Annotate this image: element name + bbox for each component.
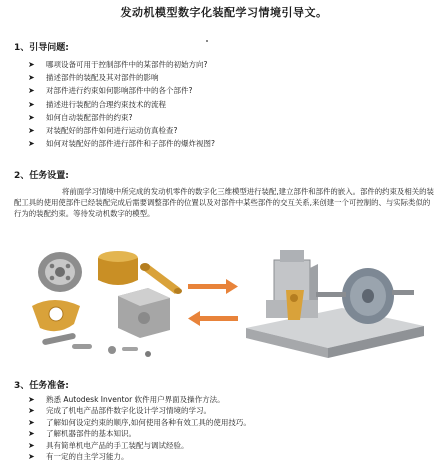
section-heading-task-setting: 2、任务设置: <box>14 171 69 181</box>
arrowhead-bullet-icon: ➤ <box>28 73 35 83</box>
decorative-dot <box>206 40 208 42</box>
arrowhead-bullet-icon: ➤ <box>28 406 35 416</box>
arrow-left-icon <box>188 311 238 326</box>
arrowhead-bullet-icon: ➤ <box>28 417 35 427</box>
arrowhead-bullet-icon: ➤ <box>28 112 35 122</box>
arrowhead-bullet-icon: ➤ <box>28 60 35 69</box>
list-item: ➤ 具有简单机电产品的手工装配与调试经验。 <box>28 440 189 450</box>
list-item: ➤ 对装配好的部件如何进行运动仿真检查? <box>26 124 436 137</box>
list-item: ➤ 熟悉 Autodesk Inventor 软件用户界面及操作方法。 <box>28 395 225 404</box>
assembly-arrows <box>188 279 238 326</box>
section-heading-guiding-questions: 1、引导问题: <box>14 43 69 53</box>
connecting-rod-part-icon <box>32 300 80 331</box>
section-heading-task-preparation: 3、任务准备: <box>14 381 69 391</box>
list-item: ➤ 完成了机电产品部件数字化设计学习情境的学习。 <box>28 406 211 416</box>
list-item: ➤ 描述进行装配的合理约束技术的流程 <box>26 98 436 111</box>
list-item: ➤ 哪项设备可用于控制部件中的某部件的初始方向? <box>26 58 436 71</box>
piston-part-icon <box>98 251 138 285</box>
list-item: ➤ 了解如何设定约束的顺序,如何使用各种有效工具的使用技巧。 <box>28 417 251 427</box>
list-item: ➤ 如何自动装配部件的约束? <box>26 111 436 124</box>
crankshaft-part-icon <box>42 333 92 349</box>
task-preparation-list <box>26 394 436 462</box>
task-setting-paragraph: 将前面学习情境中所完成的发动机零件的数字化三维模型进行装配,建立部件和部件的嵌入。部件的约束及相关的装配工具的使用使部件已经装配完成后需要调整部件的位置以及对部件中某些部件的交互关系,来创建一个可控制的、与实际类似的行为的装配约束。等待发动机数字的模型。 <box>14 187 434 218</box>
arrowhead-bullet-icon: ➤ <box>28 429 35 439</box>
arrowhead-bullet-icon: ➤ <box>28 86 35 96</box>
assembly-illustration <box>12 244 436 370</box>
engine-parts-group <box>32 251 182 357</box>
arrowhead-bullet-icon: ➤ <box>28 99 35 109</box>
arrowhead-bullet-icon: ➤ <box>28 125 35 135</box>
arrowhead-bullet-icon: ➤ <box>28 139 35 149</box>
list-item: ➤ 描述部件的装配及其对部件的影响 <box>26 71 436 84</box>
list-item: ➤ 对部件进行约束如何影响部件中的各个部件? <box>26 84 436 97</box>
cylinder-block-part-icon <box>118 288 170 338</box>
list-item: ➤ 有一定的自主学习能力。 <box>28 451 129 461</box>
arrowhead-bullet-icon: ➤ <box>28 451 35 461</box>
arrowhead-bullet-icon: ➤ <box>28 440 35 450</box>
document-title: 发动机模型数字化装配学习情境引导文。 <box>120 6 328 19</box>
arrow-right-icon <box>188 279 238 294</box>
list-item: ➤ 了解机器部件的基本知识。 <box>28 429 136 439</box>
guiding-questions-list <box>26 58 436 150</box>
wheel-part-icon <box>38 252 82 292</box>
arrowhead-bullet-icon: ➤ <box>28 395 35 404</box>
small-fasteners-icon <box>108 346 151 357</box>
list-item: ➤ 如何对装配好的部件进行部件和子部件的爆炸视图? <box>26 137 436 150</box>
engine-assembly-icon <box>246 250 424 358</box>
